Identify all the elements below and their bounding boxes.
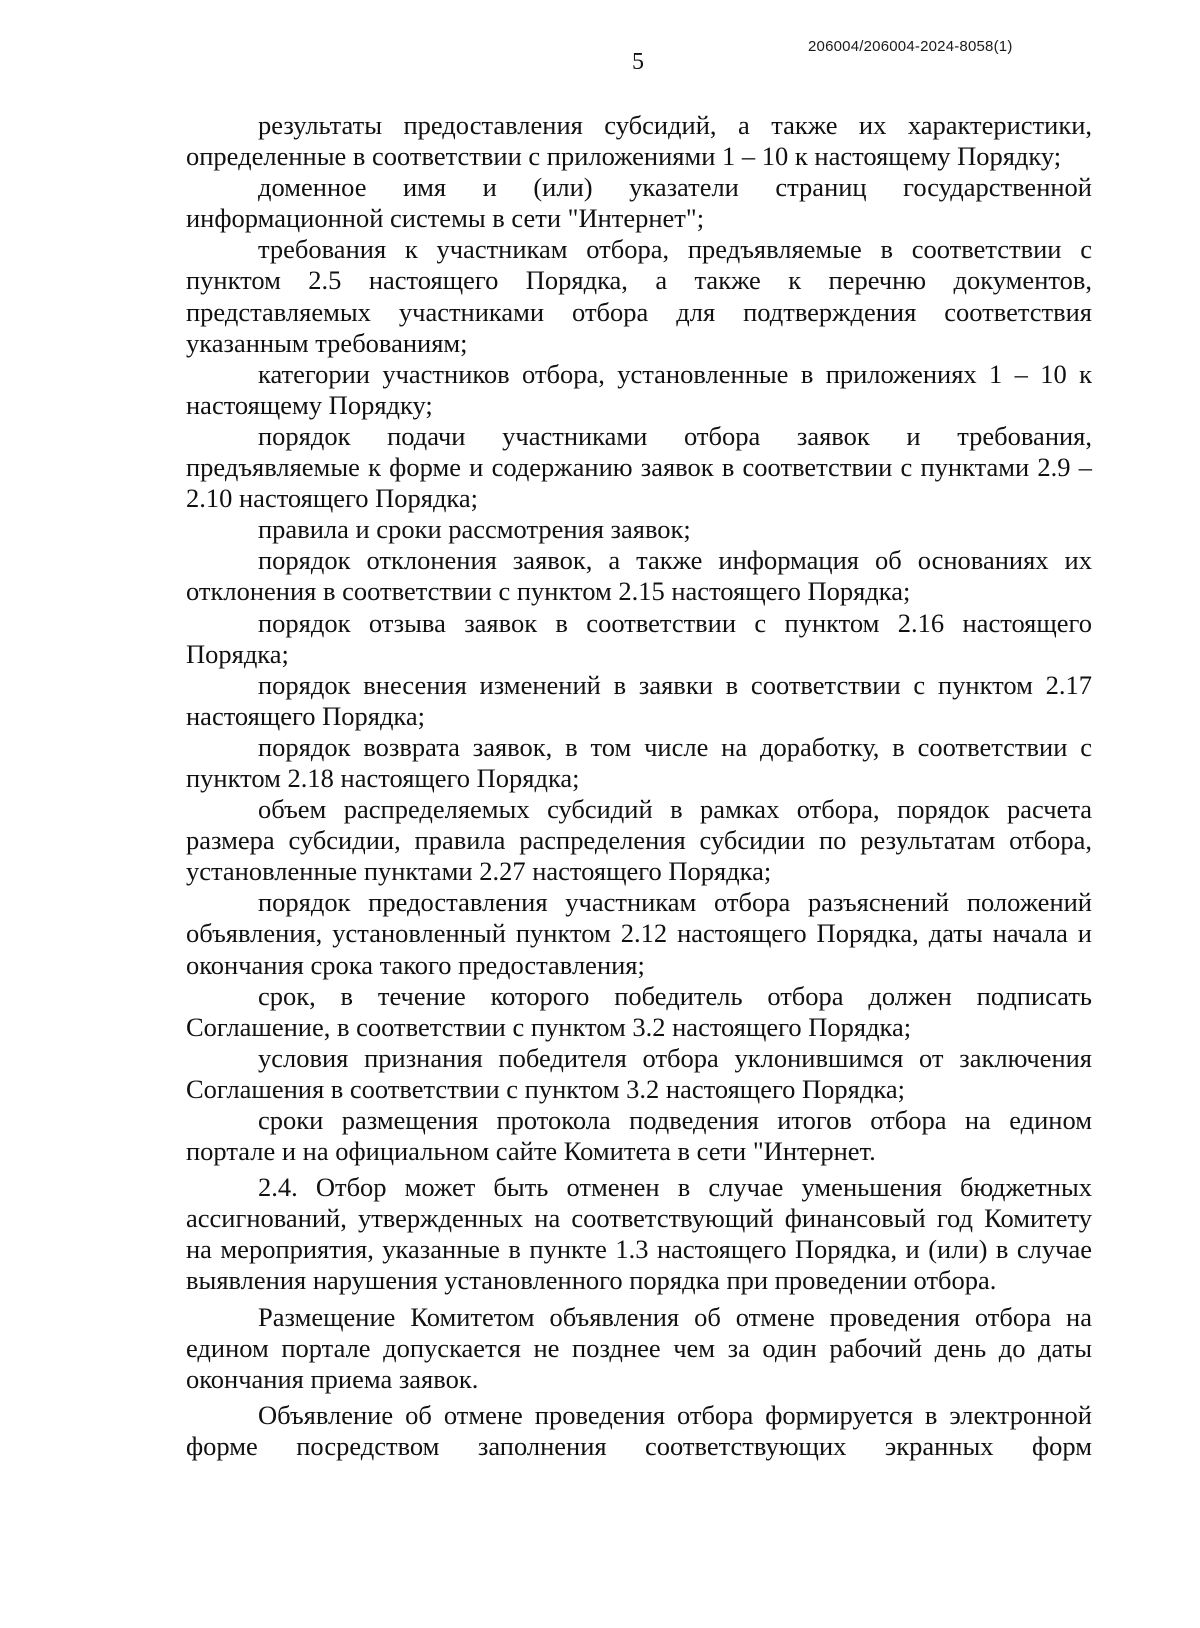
paragraph-clarifications: порядок предоставления участникам отбора разъяснений положений объявления, установленный пунктом 2.12 настоящего Порядка, даты начала и окончания срока такого предоставления;: [186, 887, 1092, 980]
paragraph-amendments: порядок внесения изменений в заявки в соответствии с пунктом 2.17 настоящего Порядка;: [186, 669, 1092, 731]
paragraph-withdrawal: порядок отзыва заявок в соответствии с пунктом 2.16 настоящего Порядка;: [186, 607, 1092, 669]
paragraph-participant-categories: категории участников отбора, установленные в приложениях 1 – 10 к настоящему Порядку;: [186, 358, 1092, 420]
page-number: 5: [632, 49, 644, 75]
paragraph-return: порядок возврата заявок, в том числе на доработку, в соответствии с пунктом 2.18 настоящего Порядка;: [186, 731, 1092, 793]
paragraph-participant-requirements: требования к участникам отбора, предъявляемые в соответствии с пунктом 2.5 настоящего Порядка, а также к перечню документов, представляемых участниками отбора для подтверждения соответствия указанным требованиям;: [186, 234, 1092, 358]
document-registration-number: 206004/206004-2024-8058(1): [808, 38, 1013, 55]
paragraph-electronic-form: Объявление об отмене проведения отбора формируется в электронной форме посредством заполнения соответствующих экранных форм: [186, 1399, 1092, 1461]
paragraph-domain-name: доменное имя и (или) указатели страниц государственной информационной системы в сети "Интернет";: [186, 172, 1092, 234]
paragraph-subsidy-volume: объем распределяемых субсидий в рамках отбора, порядок расчета размера субсидии, правила распределения субсидии по результатам отбора, установленные пунктами 2.27 настоящего Порядка;: [186, 794, 1092, 887]
paragraph-rejection: порядок отклонения заявок, а также информация об основаниях их отклонения в соответствии с пунктом 2.15 настоящего Порядка;: [186, 545, 1092, 607]
paragraph-cancellation-notice: Размещение Комитетом объявления об отмене проведения отбора на едином портале допускается не позднее чем за один рабочий день до даты окончания приема заявок.: [186, 1301, 1092, 1394]
paragraph-application-submission: порядок подачи участниками отбора заявок и требования, предъявляемые к форме и содержанию заявок в соответствии с пунктами 2.9 – 2.10 настоящего Порядка;: [186, 420, 1092, 514]
paragraph-signing-deadline: срок, в течение которого победитель отбора должен подписать Соглашение, в соответствии с пунктом 3.2 настоящего Порядка;: [186, 980, 1092, 1042]
paragraph-review-rules: правила и сроки рассмотрения заявок;: [258, 514, 691, 545]
document-body: [186, 110, 1092, 1462]
paragraph-results: результаты предоставления субсидий, а также их характеристики, определенные в соответствии с приложениями 1 – 10 к настоящему Порядку;: [186, 110, 1092, 172]
paragraph-protocol-publication: сроки размещения протокола подведения итогов отбора на едином портале и на официальном сайте Комитета в сети "Интернет.: [186, 1105, 1092, 1167]
paragraph-section-2-4: 2.4. Отбор может быть отменен в случае уменьшения бюджетных ассигнований, утвержденных на соответствующий финансовый год Комитету на мероприятия, указанные в пункте 1.3 настоящего Порядка, и (или) в случае выявления нарушения установленного порядка при проведении отбора.: [186, 1172, 1092, 1296]
paragraph-evasion-conditions: условия признания победителя отбора уклонившимся от заключения Соглашения в соответствии с пунктом 3.2 настоящего Порядка;: [186, 1042, 1092, 1104]
